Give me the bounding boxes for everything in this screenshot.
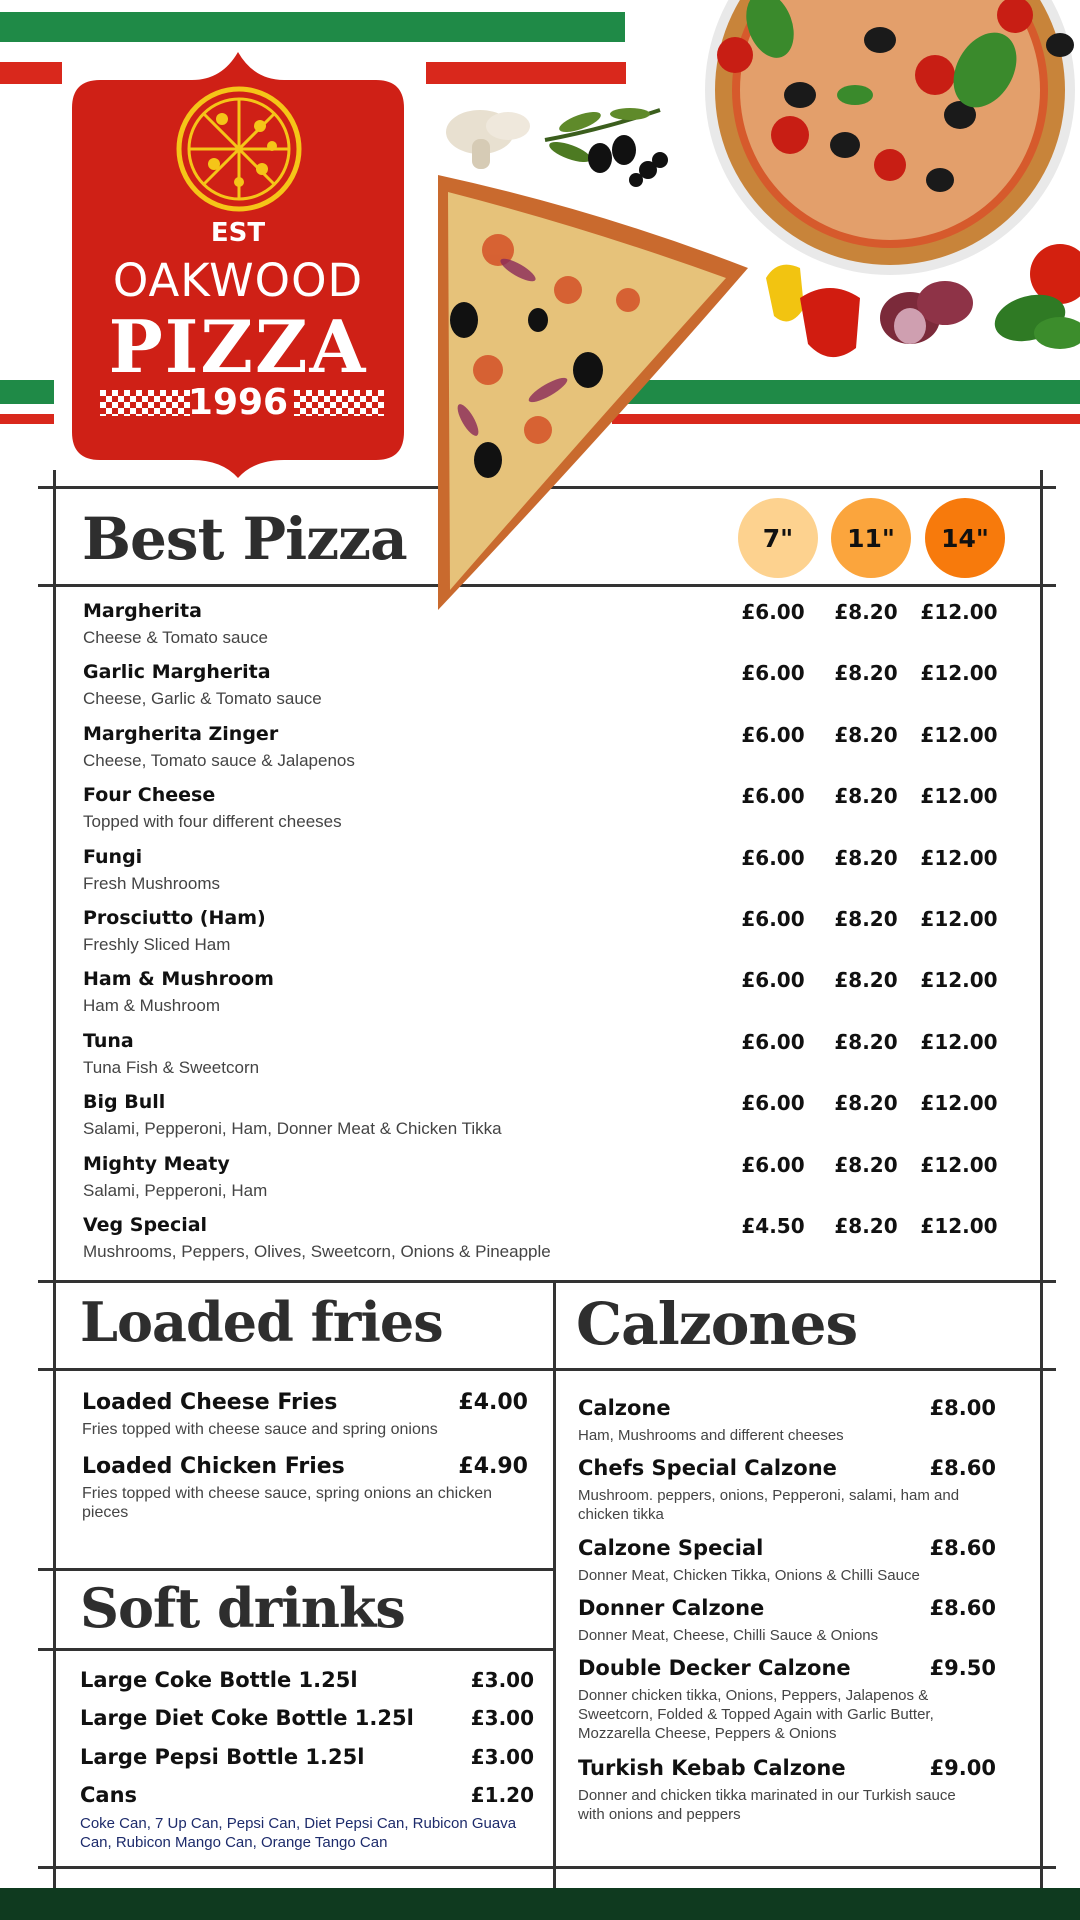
drink-item-name: Cans	[80, 1783, 138, 1807]
pizza-row	[83, 1087, 1003, 1147]
pizza-logo-icon	[174, 84, 304, 214]
pizza-name: Prosciutto (Ham)	[83, 907, 266, 929]
calzone-price: £8.60	[929, 1596, 996, 1620]
pizza-price: £8.20	[834, 1029, 898, 1054]
pizza-desc: Ham & Mushroom	[83, 996, 220, 1016]
calzone-price: £9.50	[929, 1656, 996, 1680]
pizza-name: Tuna	[83, 1029, 134, 1052]
pizza-price: £6.00	[741, 1091, 805, 1116]
logo-pizza: PIZZA	[108, 304, 368, 389]
drink-item-price: £3.00	[470, 1745, 534, 1769]
pizza-row	[83, 596, 1003, 656]
pizza-price: £8.20	[834, 722, 898, 747]
pizza-price: £8.20	[834, 1091, 898, 1116]
pizza-desc: Tuna Fish & Sweetcorn	[83, 1057, 260, 1077]
calzone-price: £8.60	[929, 1536, 996, 1560]
checker-right-icon	[294, 390, 384, 416]
top-red-stripe-right	[426, 62, 626, 84]
pizza-price: £12.00	[920, 722, 998, 747]
pizza-price: £12.00	[920, 1152, 998, 1177]
pizza-price: £6.00	[741, 1152, 805, 1177]
fries-item-desc: Fries topped with cheese sauce, spring onions an chicken pieces	[82, 1485, 493, 1521]
vegetables-image	[760, 238, 1080, 378]
pizza-desc: Salami, Pepperoni, Ham, Donner Meat & Chicken Tikka	[83, 1119, 502, 1139]
calzone-price: £8.60	[929, 1456, 996, 1480]
mid-column-line	[553, 1280, 556, 1888]
drink-item-price: £3.00	[470, 1706, 534, 1730]
pizza-row	[83, 842, 1003, 902]
drink-item-name: Large Coke Bottle 1.25l	[80, 1668, 358, 1692]
pizza-price: £8.20	[834, 907, 898, 931]
calzone-name: Calzone	[578, 1396, 671, 1420]
pizza-price: £6.00	[741, 968, 805, 993]
calzone-desc: Mushroom. peppers, onions, Pepperoni, salami, ham and chicken tikka	[578, 1487, 960, 1523]
pizza-name: Ham & Mushroom	[83, 968, 274, 991]
pizza-price: £12.00	[920, 784, 998, 809]
pizza-desc: Freshly Sliced Ham	[83, 935, 231, 954]
calzone-desc: Donner and chicken tikka marinated in our Turkish sauce with onions and peppers	[578, 1787, 956, 1823]
pizza-price: £12.00	[920, 845, 998, 870]
pizza-slice-image	[428, 170, 758, 610]
pizza-price: £6.00	[741, 845, 805, 870]
drink-item-name: Large Pepsi Bottle 1.25l	[80, 1745, 365, 1769]
pizza-price: £6.00	[741, 600, 805, 624]
calzone-desc: Donner chicken tikka, Onions, Peppers, Jalapenos & Sweetcorn, Folded & Topped Again with Garlic Butter, Mozzarella Cheese, Peppers & Onions	[578, 1687, 934, 1742]
fries-item-desc: Fries topped with cheese sauce and spring onions	[82, 1421, 438, 1438]
pizza-desc: Cheese & Tomato sauce	[83, 628, 268, 647]
frame-left-line	[53, 470, 56, 1888]
size-badge-7: 7"	[738, 498, 818, 578]
calzone-name: Turkish Kebab Calzone	[578, 1756, 846, 1780]
fries-item-price: £4.90	[458, 1454, 528, 1479]
calzone-name: Calzone Special	[578, 1536, 764, 1560]
pizza-desc: Salami, Pepperoni, Ham	[83, 1180, 268, 1200]
pizza-price: £12.00	[920, 661, 998, 686]
pizza-name: Big Bull	[83, 1091, 166, 1114]
mid-green-stripe-left	[0, 380, 54, 404]
pizza-price: £12.00	[920, 1029, 998, 1054]
fries-item-name: Loaded Cheese Fries	[82, 1390, 338, 1415]
pizza-row	[83, 1149, 1003, 1209]
pizza-price: £8.20	[834, 600, 898, 624]
drink-item-price: £3.00	[470, 1668, 534, 1692]
size-badge-14: 14"	[925, 498, 1005, 578]
drinks-top-divider	[38, 1568, 556, 1571]
pizza-price: £6.00	[741, 907, 805, 931]
sections-header-divider	[38, 1368, 1056, 1371]
pizza-name: Veg Special	[83, 1214, 208, 1236]
pizza-price: £4.50	[741, 1214, 805, 1238]
calzone-desc: Donner Meat, Cheese, Chilli Sauce & Onions	[578, 1627, 879, 1644]
pizza-row	[83, 1026, 1003, 1086]
fries-item-price: £4.00	[458, 1390, 528, 1415]
pizza-price: £6.00	[741, 722, 805, 747]
pizza-row	[83, 780, 1003, 840]
best-pizza-title: Best Pizza	[82, 505, 407, 573]
pizza-price: £8.20	[834, 784, 898, 809]
top-green-stripe	[0, 12, 625, 42]
drink-item-price: £1.20	[470, 1783, 534, 1807]
top-red-stripe-left	[0, 62, 62, 84]
calzone-price: £9.00	[929, 1756, 996, 1780]
pizza-price: £8.20	[834, 1214, 898, 1238]
pizza-name: Mighty Meaty	[83, 1152, 230, 1175]
pizza-name: Margherita	[83, 600, 202, 622]
pizza-row	[83, 657, 1003, 717]
pizza-name: Garlic Margherita	[83, 661, 271, 684]
calzone-desc: Ham, Mushrooms and different cheeses	[578, 1427, 844, 1444]
footer-band	[0, 1888, 1080, 1920]
pizza-row	[83, 903, 1003, 963]
bottom-border	[38, 1866, 1056, 1869]
drinks-header-divider	[38, 1648, 556, 1651]
calzone-price: £8.00	[929, 1396, 996, 1420]
pizza-price: £8.20	[834, 1152, 898, 1177]
calzone-name: Double Decker Calzone	[578, 1656, 851, 1680]
pizza-price: £8.20	[834, 661, 898, 686]
pizza-desc: Mushrooms, Peppers, Olives, Sweetcorn, Onions & Pineapple	[83, 1242, 551, 1261]
pizza-name: Four Cheese	[83, 784, 216, 807]
calzone-name: Donner Calzone	[578, 1596, 765, 1620]
pizza-name: Fungi	[83, 845, 143, 868]
mid-red-stripe-left	[0, 414, 54, 424]
pizza-desc: Cheese, Garlic & Tomato sauce	[83, 689, 322, 709]
pizza-price: £8.20	[834, 845, 898, 870]
cans-desc: Coke Can, 7 Up Can, Pepsi Can, Diet Pepsi Can, Rubicon Guava Can, Rubicon Mango Can, Orange Tango Can	[80, 1815, 517, 1851]
mushroom-icon	[442, 104, 534, 174]
pizza-price: £12.00	[920, 1091, 998, 1116]
pizza-price: £6.00	[741, 661, 805, 686]
frame-right-line	[1040, 470, 1043, 1888]
pizza-price: £12.00	[920, 1214, 998, 1238]
logo-year: 1996	[187, 382, 289, 423]
pizza-price: £6.00	[741, 784, 805, 809]
soft-drinks-title: Soft drinks	[80, 1576, 405, 1640]
calzone-desc: Donner Meat, Chicken Tikka, Onions & Chilli Sauce	[578, 1567, 920, 1584]
logo-est: EST	[210, 218, 266, 248]
calzone-name: Chefs Special Calzone	[578, 1456, 837, 1480]
fries-item-name: Loaded Chicken Fries	[82, 1454, 345, 1479]
pizza-row	[83, 964, 1003, 1024]
logo-oakwood: OAKWOOD	[112, 254, 364, 307]
pizza-desc: Cheese, Tomato sauce & Jalapenos	[83, 750, 355, 770]
pizza-price: £8.20	[834, 968, 898, 993]
pizza-price: £12.00	[920, 600, 998, 624]
pizza-desc: Fresh Mushrooms	[83, 873, 220, 893]
pizza-name: Margherita Zinger	[83, 722, 279, 745]
pizza-row	[83, 1210, 1003, 1270]
pizza-row	[83, 719, 1003, 779]
pizza-price: £12.00	[920, 968, 998, 993]
pizza-price: £6.00	[741, 1029, 805, 1054]
pizza-bottom-divider	[38, 1280, 1056, 1283]
pizza-desc: Topped with four different cheeses	[83, 812, 342, 832]
calzones-title: Calzones	[576, 1290, 858, 1358]
pizza-price: £12.00	[920, 907, 998, 931]
drink-item-name: Large Diet Coke Bottle 1.25l	[80, 1706, 414, 1730]
loaded-fries-title: Loaded fries	[80, 1290, 443, 1354]
size-badge-11: 11"	[831, 498, 911, 578]
